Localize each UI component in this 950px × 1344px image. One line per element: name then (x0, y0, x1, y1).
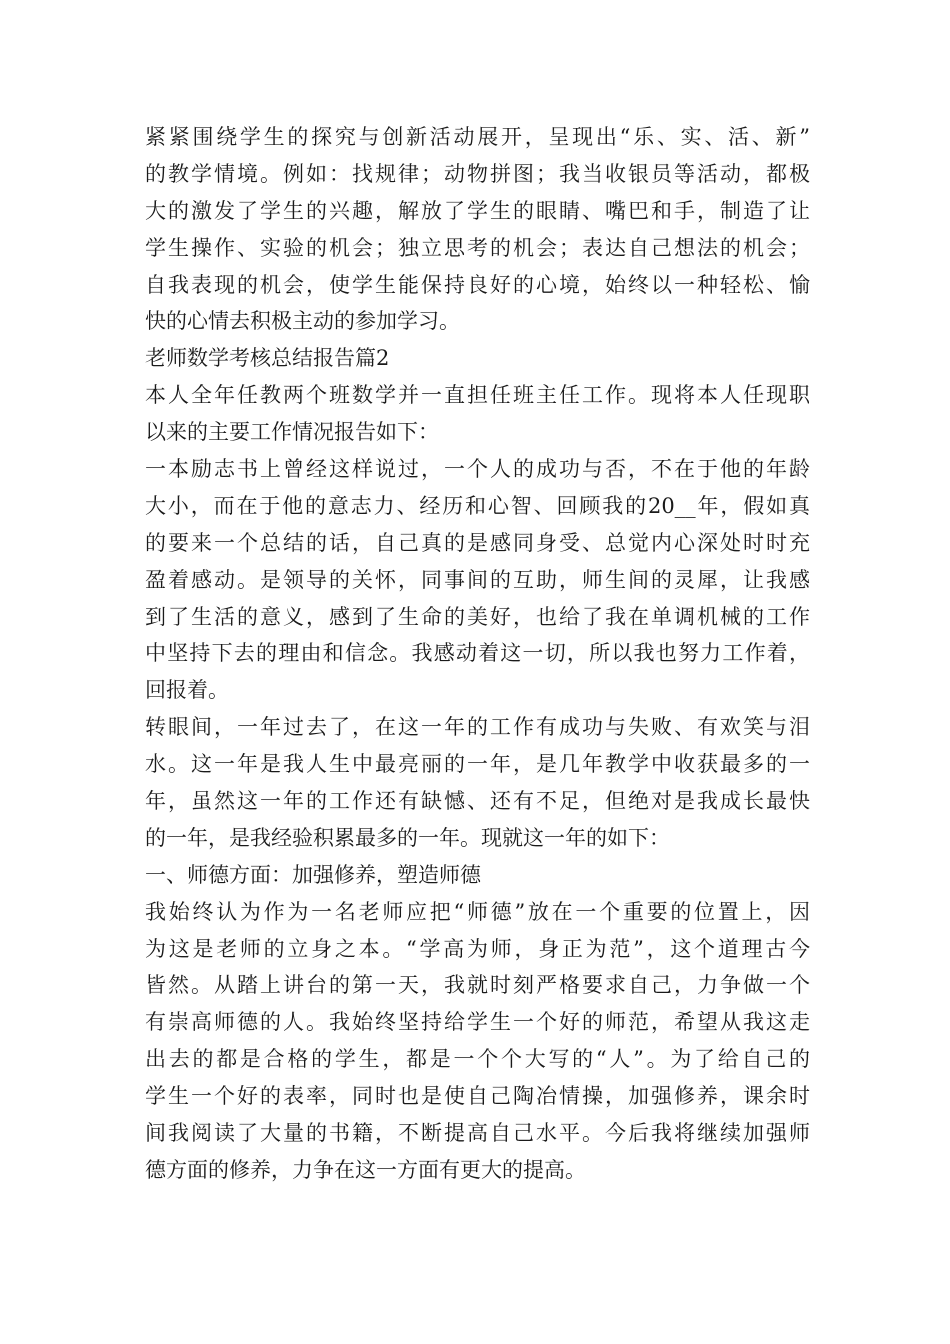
text-line: 一本励志书上曾经这样说过，一个人的成功与否，不在于他的年龄 (145, 457, 810, 482)
text-line: 回报着。 (145, 678, 229, 703)
text-line: 自我表现的机会，使学生能保持良好的心境，始终以一种轻松、愉 (145, 272, 810, 297)
text-line: 转眼间，一年过去了，在这一年的工作有成功与失败、有欢笑与泪 (145, 715, 810, 740)
text-line: 水。这一年是我人生中最亮丽的一年，是几年教学中收获最多的一 (145, 752, 810, 777)
text-line: 的一年，是我经验积累最多的一年。现就这一年的如下： (145, 825, 670, 850)
text-line: 中坚持下去的理由和信念。我感动着这一切，所以我也努力工作着， (145, 641, 810, 666)
document-body (145, 119, 810, 1189)
text-line: 学生一个好的表率，同时也是使自己陶冶情操，加强修养，课余时 (145, 1084, 810, 1109)
text-line: 皆然。从踏上讲台的第一天，我就时刻严格要求自己，力争做一个 (145, 973, 810, 998)
text-line: 盈着感动。是领导的关怀，同事间的互助，师生间的灵犀，让我感 (145, 567, 810, 592)
text-line: 为这是老师的立身之本。“学高为师，身正为范”，这个道理古今 (145, 936, 810, 961)
text-line: 学生操作、实验的机会；独立思考的机会；表达自己想法的机会； (145, 235, 810, 260)
text-line: 年，虽然这一年的工作还有缺憾、还有不足，但绝对是我成长最快 (145, 789, 810, 814)
text-line: 德方面的修养，力争在这一方面有更大的提高。 (145, 1157, 586, 1182)
text-line: 的教学情境。例如：找规律；动物拼图；我当收银员等活动，都极 (145, 161, 810, 186)
text-line: 间我阅读了大量的书籍，不断提高自己水平。今后我将继续加强师 (145, 1121, 810, 1146)
section-heading: 老师数学考核总结报告篇2 (145, 346, 390, 371)
text-line: 以来的主要工作情况报告如下： (145, 420, 439, 445)
text-line: 到了生活的意义，感到了生命的美好，也给了我在单调机械的工作 (145, 604, 810, 629)
text-line: 大小，而在于他的意志力、经历和心智、回顾我的20__年，假如真 (145, 493, 810, 518)
text-line: 快的心情去积极主动的参加学习。 (145, 309, 460, 334)
text-line: 出去的都是合格的学生，都是一个个大写的“人”。为了给自己的 (145, 1047, 810, 1072)
text-line: 紧紧围绕学生的探究与创新活动展开，呈现出“乐、实、活、新” (145, 125, 810, 149)
text-line: 的要来一个总结的话，自己真的是感同身受、总觉内心深处时时充 (145, 530, 810, 555)
text-line: 大的激发了学生的兴趣，解放了学生的眼睛、嘴巴和手，制造了让 (145, 198, 810, 223)
text-line: 本人全年任教两个班数学并一直担任班主任工作。现将本人任现职 (145, 383, 810, 408)
text-line: 有崇高师德的人。我始终坚持给学生一个好的师范，希望从我这走 (145, 1010, 810, 1035)
text-line: 我始终认为作为一名老师应把“师德”放在一个重要的位置上，因 (145, 899, 810, 924)
section-heading: 一、师德方面：加强修养，塑造师德 (145, 862, 481, 887)
